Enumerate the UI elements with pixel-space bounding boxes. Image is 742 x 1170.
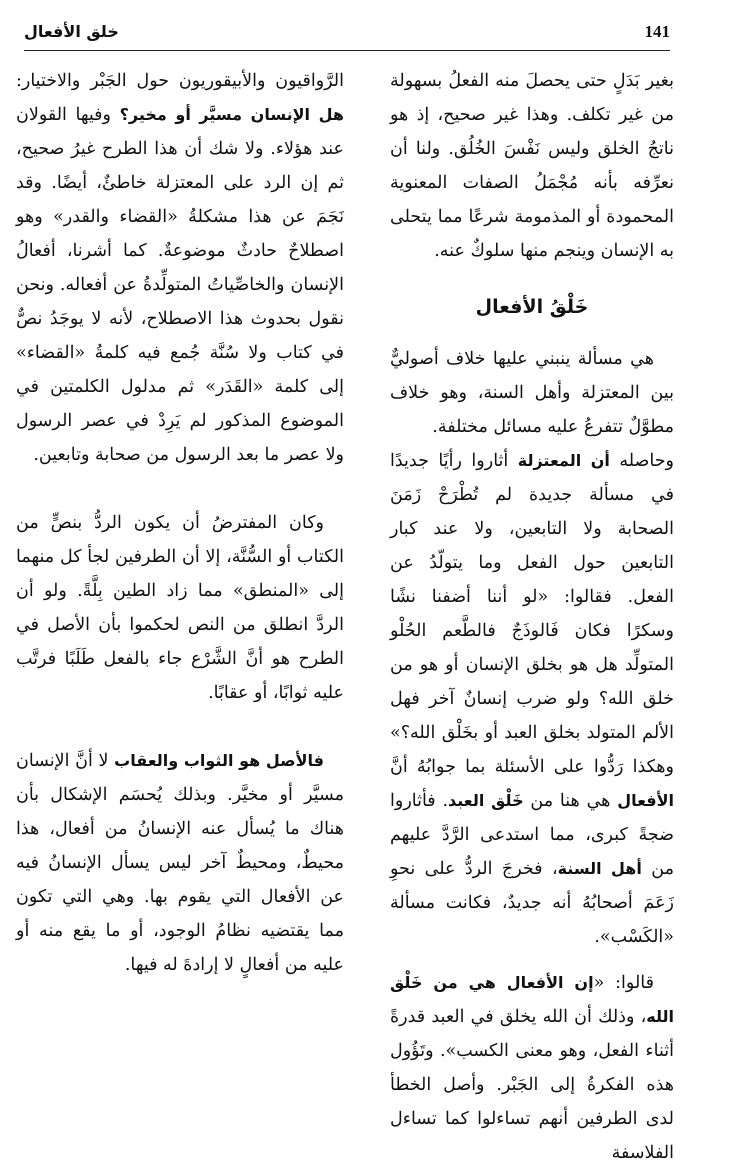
text-run: وحاصله [609,451,674,471]
text-run: قالوا: « [593,973,654,993]
section-heading: خَلْقُ الأفعال [475,296,589,318]
text-run: الرَّواقيون والأبيقوريون حول الجَبْر والاختيار: [16,71,344,91]
page-number: 141 [644,22,670,41]
bold-term: هل الإنسان مسيَّر أو مخير؟ [119,105,344,124]
page-header [24,18,670,51]
paragraph: وكان المفترضُ أن يكون الردُّ بنصٍّ من الكتاب أو السُّنَّة، إلا أن الطرفين لجأ كل منهما إلى «المنطق» مما زاد الطين بِلَّةً. ولو أن الردَّ انطلق من النص لحكموا بأن الأصل في الطرح هو أنَّ الشَّرْع جاء بالفعل طَلَبًا فرتَّب عليه ثوابًا، أو عقابًا. [16,513,344,703]
bold-term: الأفعال [617,791,674,810]
text-run: لا أنَّ الإنسان مسيَّر أو مخيَّر. وبذلك يُحسَم الإشكال بأن هناك ما يُسأل عنه الإنسانُ من أفعال، هذا محيطٌ، ومحيطٌ آخر ليس يسأل الإنسانُ فيه عن الأفعال التي يقوم بها. وهي التي تكون مما يقتضيه نظامُ الوجود، أو ما يقع منه أو عليه من أفعالٍ لا إرادةَ له فيها. [16,751,344,975]
bold-term: فالأصل هو الثواب والعقاب [114,751,325,770]
running-title: خلق الأفعال [24,22,119,41]
text-run: . فأثاروا ضجةً كبرى، مما استدعى الرَّدَّ عليهم من [390,791,675,879]
paragraph [390,444,674,954]
left-column [16,64,344,982]
text-run: أثاروا رأيًا جديدًا في مسألة جديدة لم تُطْرَحْ زَمَنَ الصحابة ولا التابعين، ولا عند كبار التابعين حول الفعل وما يتولّدُ عن الفعل. فقالوا: «لو أننا أضفنا نشًا وسكرًا فكان فَالوذَجٌ فالطَّعم الحُلْو المتولِّد هل هو بخلق الإنسان أو هو من خلق الله؟ ولو ضرب إنسانٌ آخر فهل الألم المتولد بخلق العبد أو بخَلْق الله؟» وهكذا رَدُّوا على الأسئلة بما جوابُهُ أنَّ [390,451,674,777]
paragraph [390,966,674,1170]
text-run: ، وذلك أن الله يخلق في العبد قدرةً أثناء الفعل، وهو معنى الكسب». وتَؤُول هذه الفكرةُ إلى الجَبْر. وأصل الخطأ لدى الطرفين أنهم تساءلوا كما تساءل الفلاسفة [390,1007,674,1163]
bold-term: أن المعتزلة [517,451,610,470]
paragraph [16,64,344,472]
bold-term: خَلْق العبد [448,791,524,810]
bold-term: أهل السنة [557,859,642,878]
right-column [390,64,674,1170]
text-run: وفيها القولان عند هؤلاء. ولا شك أن هذا الطرح غيرُ صحيح، ثم إن الرد على المعتزلة خاطئٌ، أيضًا. وقد نَجَمَ عن هذا مشكلةُ «القضاء والقدر» وهو اصطلاحٌ حادثٌ موضوعةٌ. كما أشرنا، أفعالُ الإنسان والخاصِّياتُ المتولِّدةُ عن أفعاله. ونحن نقول بحدوث هذا الاصطلاح، لأنه لا يوجَدُ نصٌّ في كتاب ولا سُنَّة جُمع فيه كلمةُ «القضاء» إلى كلمة «القَدَر» ثم مدلول الكلمتين في الموضوع المذكور لم يَرِدْ في عصر الرسول ولا عصر ما بعد الرسول من صحابة وتابعين. [16,105,344,465]
paragraph: هي مسألة ينبني عليها خلاف أصوليٌّ بين المعتزلة وأهل السنة، وهو خلاف مطوَّلٌ تتفرعُ عليه مسائل مختلفة. [390,349,674,437]
bold-term: إن الأفعال هي من خَلْق الله [390,973,674,1026]
paragraph: بغير بَدَلٍ حتى يحصلَ منه الفعلُ بسهولة من غير تكلف. وهذا غير صحيح، إذ هو ناتجُ الخلق وليس نَفْسَ الخُلُق. ولنا أن نعرِّفه بأنه مُجْمَلُ الصفات المعنوية المحمودة أو المذمومة شرعًا مما يتحلى به الإنسان وينجم منها سلوكٌ عنه. [390,71,674,261]
text-run: ، فخرجَ الردُّ على نحوِ زَعَمَ أصحابُهُ أنه جديدٌ، فكانت مسألة «الكَسْب». [390,859,674,947]
text-run: هي هنا من [523,791,618,811]
paragraph [16,744,344,982]
